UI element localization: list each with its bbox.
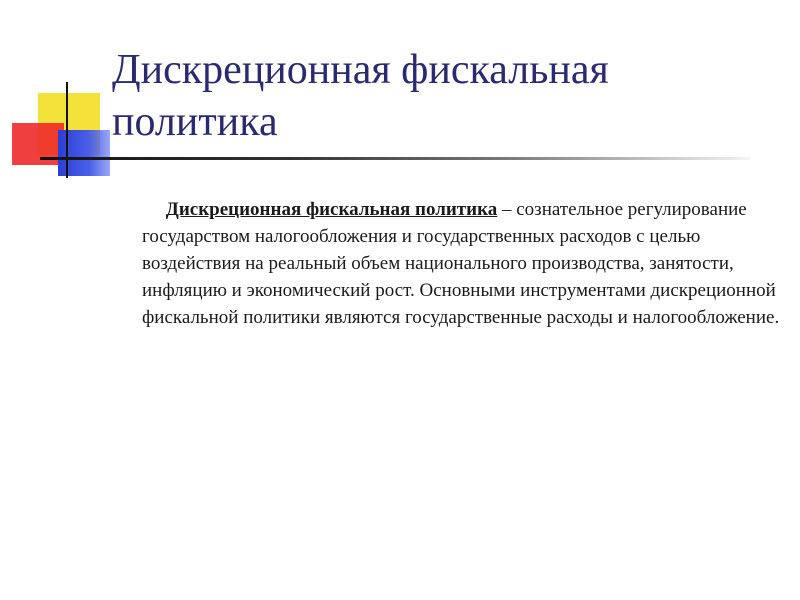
definition-text: – сознательное регулирование государством налогообложения и государственных расходов с целью воздействия на реальный объем национального производства, занятости, инфляцию и экономический рост. Основными инструментами дискреционной фискальной политики являются государственные расходы и налогообложение. [142, 199, 780, 328]
decor-vertical-line [66, 82, 68, 178]
title-divider [40, 157, 750, 160]
definition-paragraph [142, 196, 782, 331]
slide-title: Дискреционная фискальная политика [112, 47, 609, 145]
defined-term: Дискреционная фискальная политика [165, 199, 498, 220]
